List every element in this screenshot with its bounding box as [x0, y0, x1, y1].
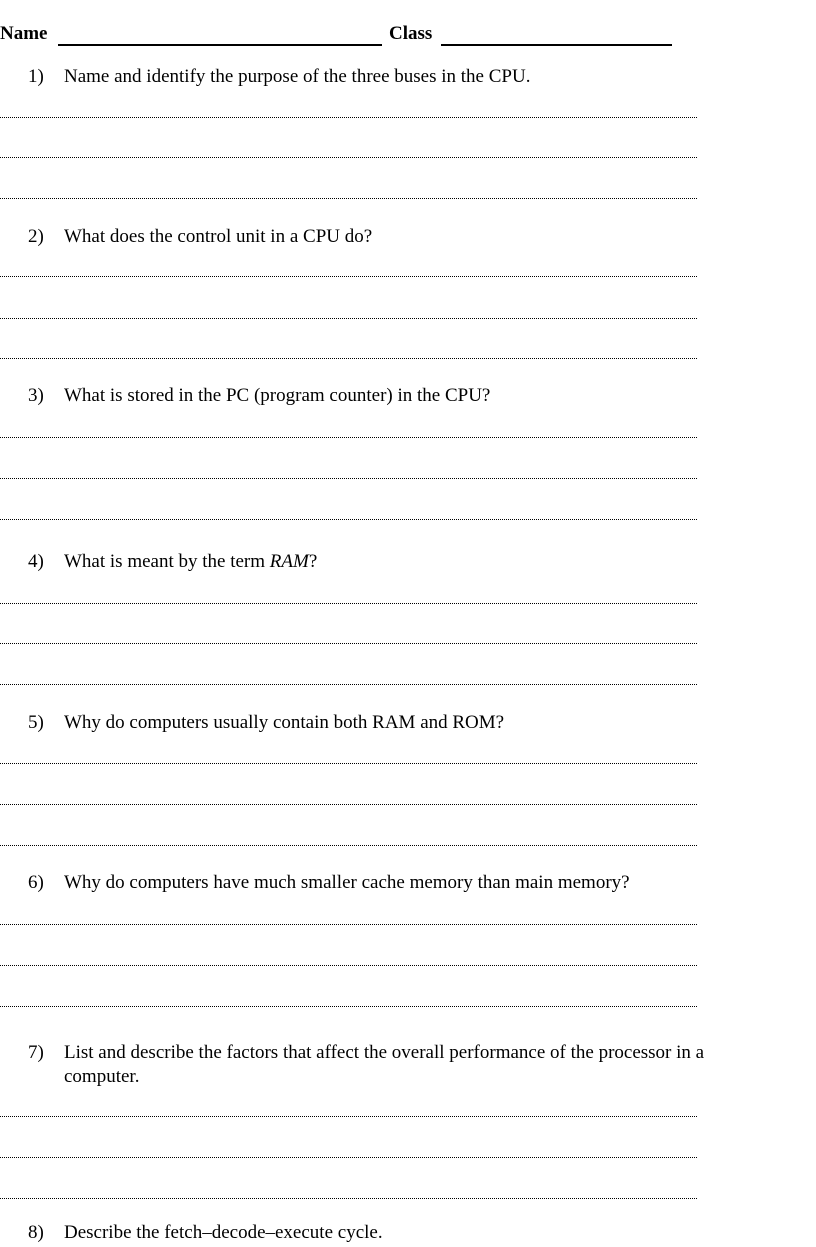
question-3 — [28, 384, 788, 408]
answer-line[interactable] — [0, 965, 697, 966]
question-text: What is stored in the PC (program counter) in the CPU? — [64, 385, 491, 406]
answer-line[interactable] — [0, 763, 697, 764]
class-label: Class — [389, 23, 433, 44]
answer-line[interactable] — [0, 157, 697, 158]
question-text: What does the control unit in a CPU do? — [64, 226, 373, 247]
class-field[interactable] — [441, 44, 672, 46]
question-number: 7) — [28, 1042, 44, 1063]
answer-line[interactable] — [0, 198, 697, 199]
answer-line[interactable] — [0, 1116, 697, 1117]
question-7 — [28, 1041, 788, 1089]
question-2 — [28, 225, 788, 249]
question-text: Why do computers have much smaller cache memory than main memory? — [64, 872, 630, 893]
question-text: What is meant by the term RAM? — [64, 551, 318, 572]
name-label: Name — [0, 23, 48, 44]
answer-line[interactable] — [0, 478, 697, 479]
question-1 — [28, 65, 788, 89]
answer-line[interactable] — [0, 804, 697, 805]
name-field[interactable] — [58, 44, 382, 46]
answer-line[interactable] — [0, 1157, 697, 1158]
question-number: 3) — [28, 385, 44, 406]
answer-line[interactable] — [0, 276, 697, 277]
question-text: List and describe the factors that affect the overall performance of the processor in a computer. — [64, 1042, 705, 1087]
term-ram: RAM — [269, 551, 309, 572]
answer-line[interactable] — [0, 643, 697, 644]
answer-line[interactable] — [0, 603, 697, 604]
answer-line[interactable] — [0, 684, 697, 685]
question-number: 4) — [28, 551, 44, 572]
question-number: 2) — [28, 226, 44, 247]
answer-line[interactable] — [0, 519, 697, 520]
question-number: 8) — [28, 1222, 44, 1243]
question-text: Name and identify the purpose of the three buses in the CPU. — [64, 66, 531, 87]
question-6 — [28, 871, 788, 895]
answer-line[interactable] — [0, 924, 697, 925]
question-5 — [28, 711, 788, 735]
question-number: 5) — [28, 712, 44, 733]
answer-line[interactable] — [0, 437, 697, 438]
question-text: Why do computers usually contain both RAM and ROM? — [64, 712, 505, 733]
question-8 — [28, 1221, 788, 1245]
answer-line[interactable] — [0, 358, 697, 359]
answer-line[interactable] — [0, 117, 697, 118]
question-number: 6) — [28, 872, 44, 893]
answer-line[interactable] — [0, 1006, 697, 1007]
question-number: 1) — [28, 66, 44, 87]
answer-line[interactable] — [0, 845, 697, 846]
answer-line[interactable] — [0, 318, 697, 319]
question-4 — [28, 550, 788, 574]
answer-line[interactable] — [0, 1198, 697, 1199]
question-text: Describe the fetch–decode–execute cycle. — [64, 1222, 383, 1243]
worksheet-header — [0, 20, 700, 50]
